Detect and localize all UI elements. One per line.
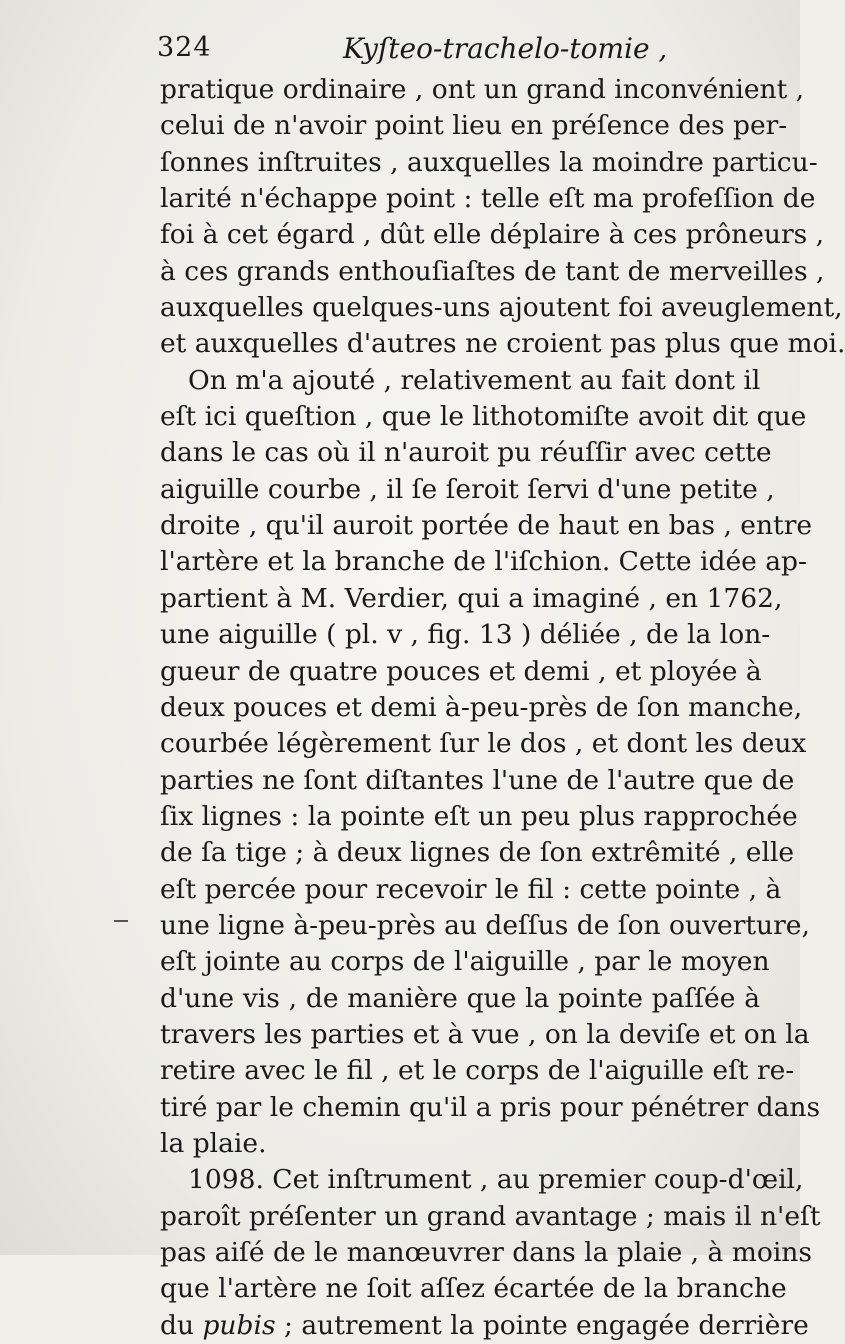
text-line-final xyxy=(160,1308,809,1344)
italic-term-pubis: pubis xyxy=(202,1309,276,1341)
numbered-paragraph-start-line: 1098. Cet inſtrument , au premier coup-d'œil, xyxy=(188,1164,804,1196)
paragraph-start-line: On m'a ajouté , relativement au fait dont il xyxy=(188,364,761,396)
paragraph-end-line: la plaie. xyxy=(160,1127,267,1159)
text-line: l'artère et la branche de l'iſchion. Cette idée ap- xyxy=(160,546,807,578)
text-line: à ces grands enthouſiaſtes de tant de merveilles , xyxy=(160,255,825,287)
text-line: parties ne ſont diſtantes l'une de l'autre que de xyxy=(160,764,795,796)
text-line: partient à M. Verdier, qui a imaginé , en 1762, xyxy=(160,582,783,614)
text-line: eſt percée pour recevoir le fil : cette pointe , à xyxy=(160,873,782,905)
text-line: pas aiſé de le manœuvrer dans la plaie , à moins xyxy=(160,1237,812,1268)
text-line: celui de n'avoir point lieu en préſence des per- xyxy=(160,110,788,142)
text-line: larité n'échappe point : telle eſt ma profeſſion de xyxy=(160,183,816,215)
running-title: Kyſteo-trachelo-tomie , xyxy=(343,32,668,65)
final-line-end: ; autrement la pointe engagée derrière xyxy=(275,1309,809,1341)
text-line: tiré par le chemin qu'il a pris pour pénétrer dans xyxy=(160,1091,821,1123)
text-line: deux pouces et demi à-peu-près de ſon manche, xyxy=(160,691,803,723)
text-line: eſt jointe au corps de l'aiguille , par le moyen xyxy=(160,946,770,978)
text-line: d'une vis , de manière que la pointe paſſée à xyxy=(160,982,760,1014)
text-line: et auxquelles d'autres ne croient pas plus que moi. xyxy=(160,328,845,360)
text-line: pratique ordinaire , ont un grand inconvénient , xyxy=(160,74,805,105)
text-line: retire avec le fil , et le corps de l'aiguille eſt re- xyxy=(160,1055,795,1087)
page-body-text xyxy=(160,72,845,1344)
text-line: une ligne à-peu-près au deſſus de ſon ouverture, xyxy=(160,909,810,941)
text-line: ſix lignes : la pointe eſt un peu plus rapprochée xyxy=(160,800,798,832)
text-line: ſonnes inſtruites , auxquelles la moindre particu- xyxy=(160,146,818,178)
text-line: eſt ici queſtion , que le lithotomiſte avoit dit que xyxy=(160,401,807,433)
text-line: dans le cas où il n'auroit pu réuſſir avec cette xyxy=(160,437,772,469)
page-header xyxy=(157,30,757,74)
text-line: une aiguille ( pl. v , fig. 13 ) déliée , de la lon- xyxy=(160,619,771,651)
final-line-start: du xyxy=(160,1309,203,1341)
page-number: 324 xyxy=(157,32,212,63)
text-line: aiguille courbe , il ſe ſeroit ſervi d'une petite , xyxy=(160,473,775,505)
text-line: que l'artère ne ſoit aſſez écartée de la branche xyxy=(160,1273,787,1305)
margin-dash-mark xyxy=(114,920,128,922)
text-line: gueur de quatre pouces et demi , et ployée à xyxy=(160,655,762,687)
text-line: de ſa tige ; à deux lignes de ſon extrêmité , elle xyxy=(160,837,795,869)
text-line: droite , qu'il auroit portée de haut en bas , entre xyxy=(160,510,813,542)
text-line: courbée légèrement ſur le dos , et dont les deux xyxy=(160,728,807,760)
text-line: paroît préſenter un grand avantage ; mais il n'eſt xyxy=(160,1200,821,1232)
text-line: foi à cet égard , dût elle déplaire à ces prôneurs , xyxy=(160,219,825,251)
text-line: travers les parties et à vue , on la deviſe et on la xyxy=(160,1018,810,1050)
text-line: auxquelles quelques-uns ajoutent foi aveuglement, xyxy=(160,292,843,324)
